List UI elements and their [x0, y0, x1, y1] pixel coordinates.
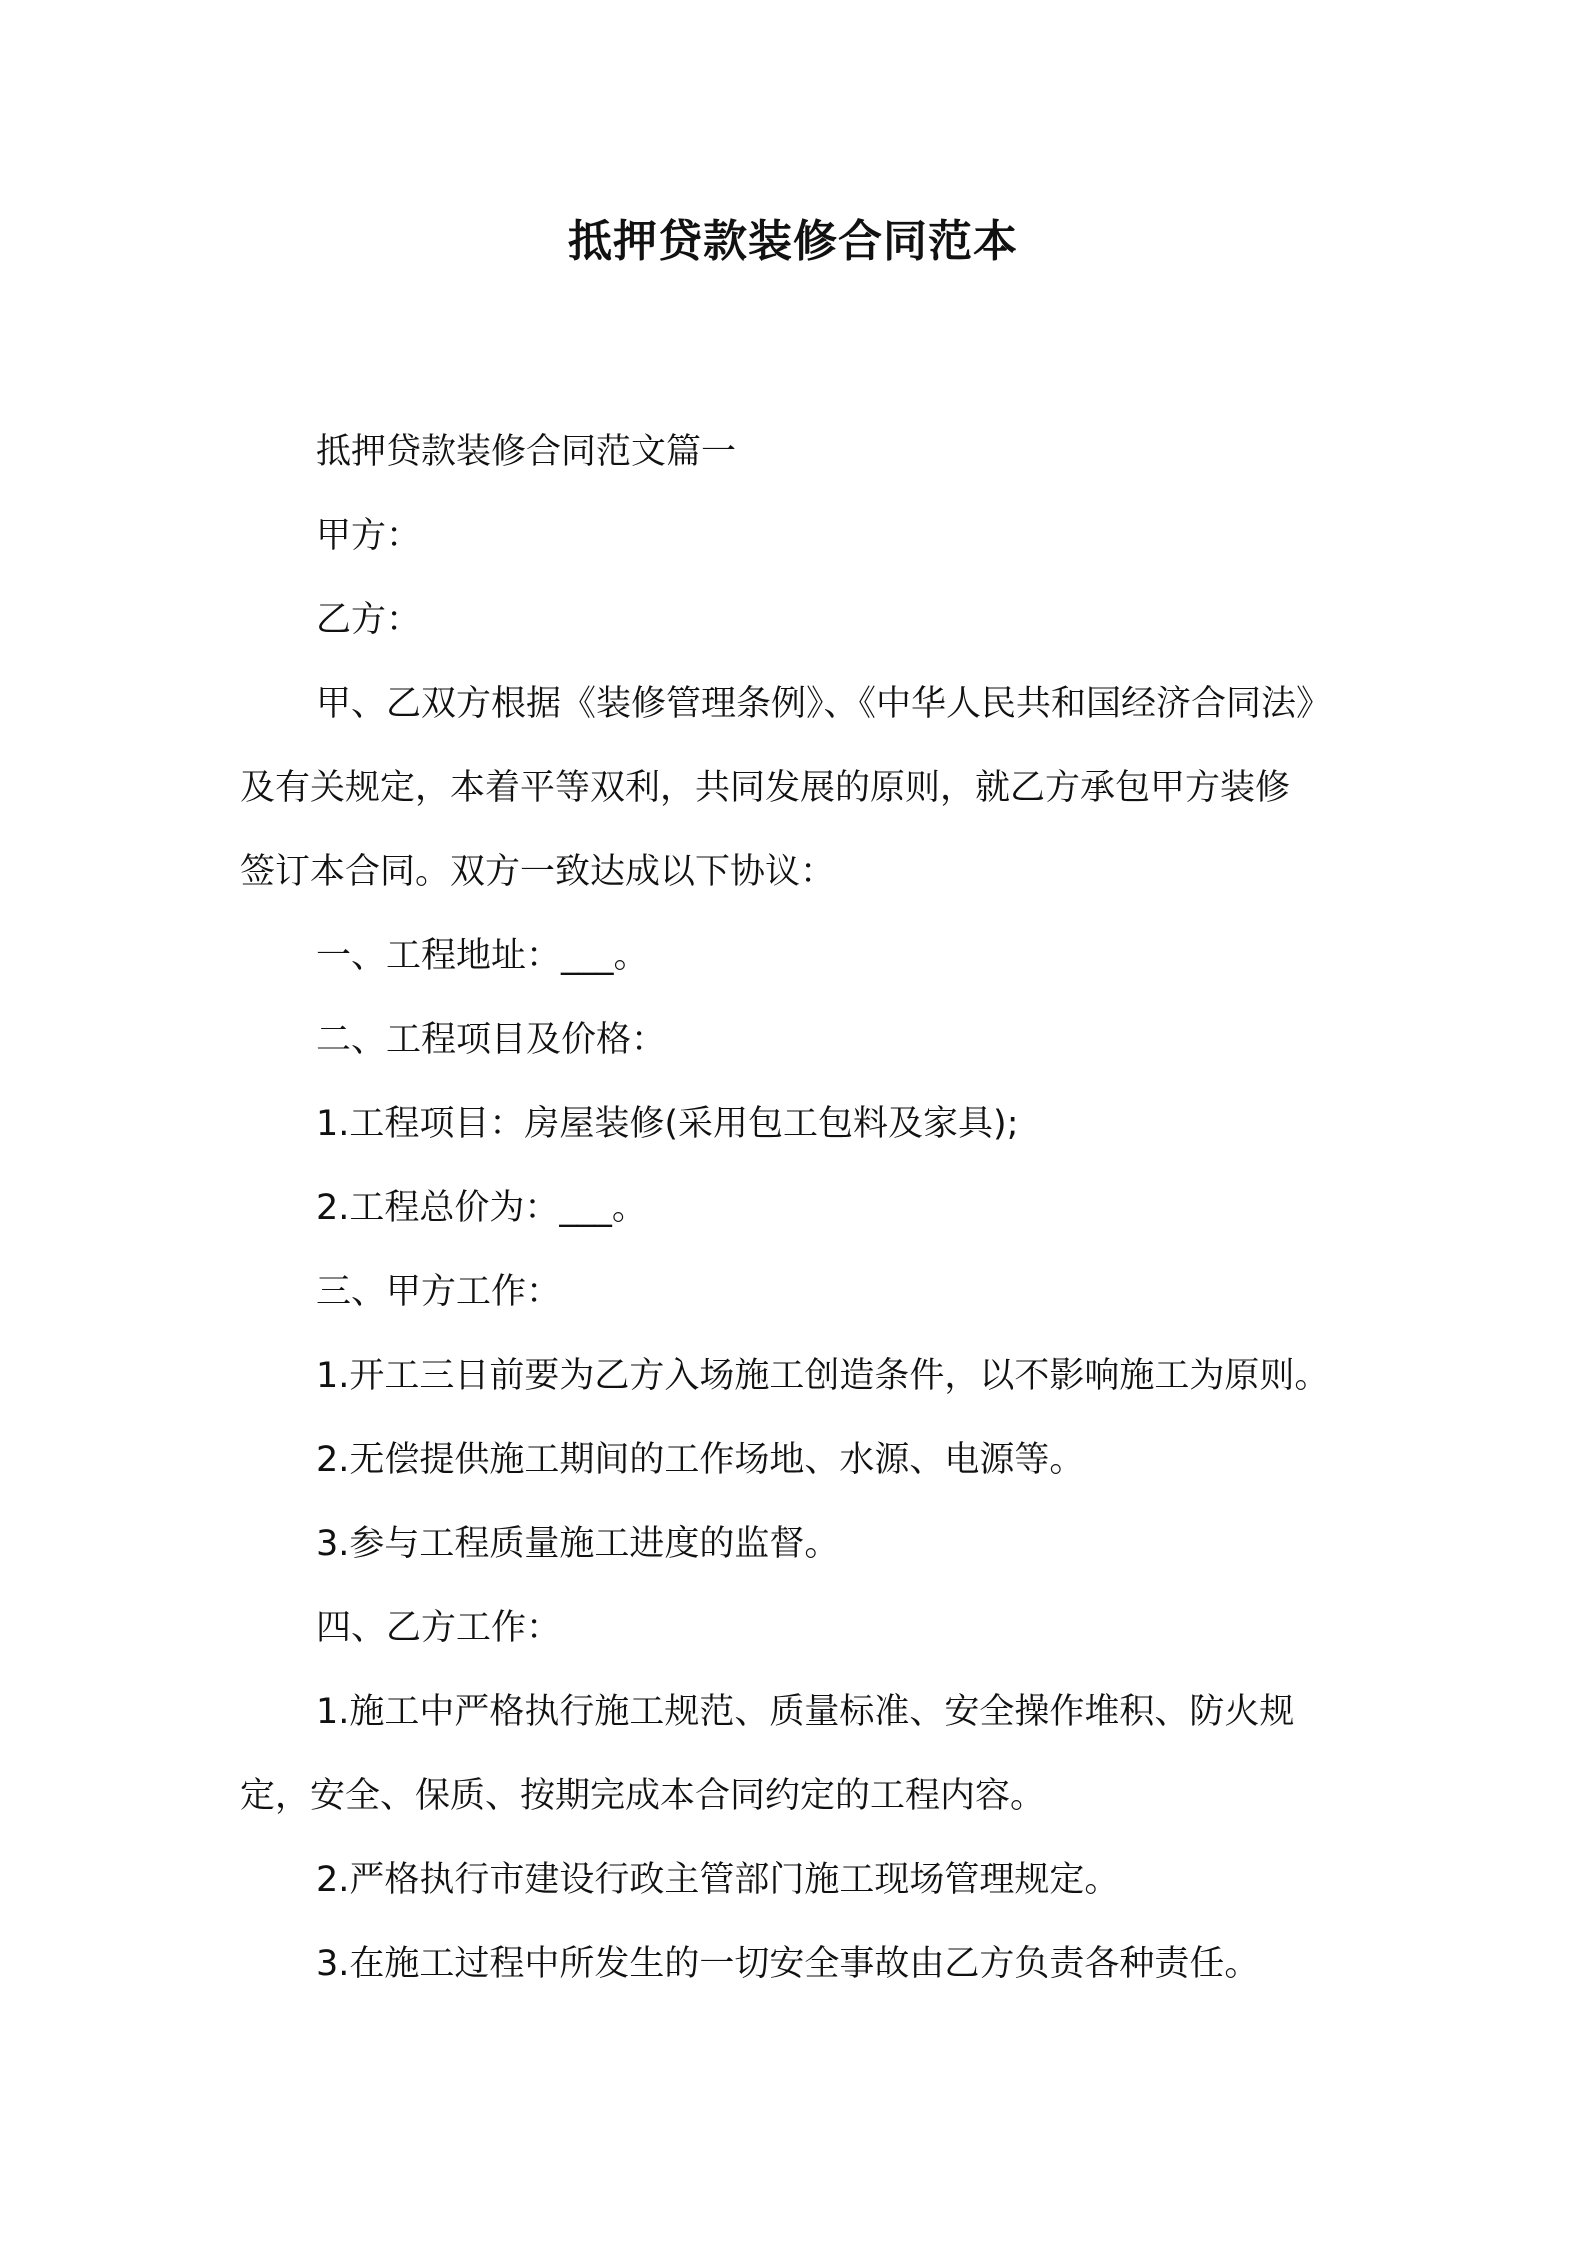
section-heading: 抵押贷款装修合同范文篇一	[316, 432, 737, 472]
clause-line: 2.严格执行市建设行政主管部门施工现场管理规定。	[316, 1860, 1120, 1900]
paragraph-line: 及有关规定，本着平等双利，共同发展的原则，就乙方承包甲方装修	[240, 768, 1291, 808]
clause-heading: 三、甲方工作：	[316, 1272, 562, 1312]
clause-heading: 二、工程项目及价格：	[316, 1020, 667, 1060]
clause-line: 2.工程总价为：___。	[316, 1188, 647, 1228]
clause-line: 3.参与工程质量施工进度的监督。	[316, 1524, 840, 1564]
document-body	[240, 410, 1390, 2006]
clause-heading: 四、乙方工作：	[316, 1608, 562, 1648]
party-b-line: 乙方：	[316, 600, 422, 640]
clause-line: 3.在施工过程中所发生的一切安全事故由乙方负责各种责任。	[316, 1944, 1260, 1984]
clause-line: 1.工程项目：房屋装修(采用包工包料及家具);	[316, 1104, 1019, 1144]
document-title: 抵押贷款装修合同范本	[568, 216, 1018, 267]
clause-line: 一、工程地址：___。	[316, 936, 649, 976]
clause-line: 定，安全、保质、按期完成本合同约定的工程内容。	[240, 1776, 1046, 1816]
party-a-line: 甲方：	[316, 516, 422, 556]
clause-line: 1.开工三日前要为乙方入场施工创造条件，以不影响施工为原则。	[316, 1356, 1330, 1396]
clause-line: 1.施工中严格执行施工规范、质量标准、安全操作堆积、防火规	[316, 1692, 1295, 1732]
paragraph-line: 甲、乙双方根据《装修管理条例》、《中华人民共和国经济合同法》	[316, 684, 1332, 724]
paragraph-line: 签订本合同。双方一致达成以下协议：	[240, 852, 836, 892]
clause-line: 2.无偿提供施工期间的工作场地、水源、电源等。	[316, 1440, 1085, 1480]
